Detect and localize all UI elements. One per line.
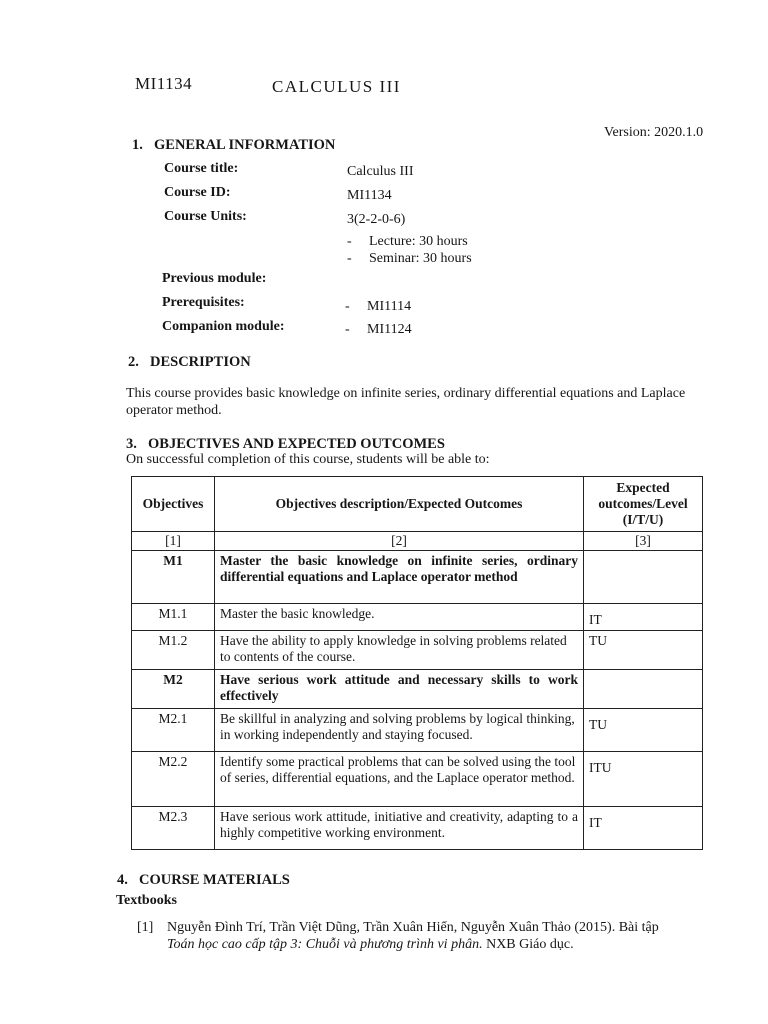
objective-level [584,670,703,709]
objective-desc: Master the basic knowledge on infinite series, ordinary differential equations and Laplace operator method [215,551,584,604]
objective-id: M2 [132,670,215,709]
objective-level [584,551,703,604]
table-row [132,709,703,752]
table-row [132,807,703,850]
reference-title: Toán học cao cấp tập 3: Chuỗi và phương trình vi phân. [167,937,483,952]
prerequisites-label: Prerequisites: [162,295,245,310]
table-row [132,631,703,670]
units-seminar: - Seminar: 30 hours [347,251,472,266]
previous-module-label: Previous module: [162,271,267,286]
section-description-heading: 2. DESCRIPTION [128,354,251,370]
course-units-value: 3(2-2-0-6) [347,212,406,227]
prerequisites-value: - MI1114 [345,299,412,314]
objective-desc: Identify some practical problems that can be solved using the tool of series, differential equations, and the Laplace operator method. [215,752,584,807]
objective-id: M2.1 [132,709,215,752]
table-index-row [132,532,703,551]
description-paragraph: This course provides basic knowledge on infinite series, ordinary differential equations and Laplace operator method. [126,386,686,418]
textbooks-label: Textbooks [116,893,177,908]
objective-desc: Have serious work attitude and necessary skills to work effectively [215,670,584,709]
companion-module-label: Companion module: [162,319,285,334]
companion-module-value: - MI1124 [345,322,412,337]
course-units-label: Course Units: [164,209,247,224]
header-description: Objectives description/Expected Outcomes [215,477,584,532]
objective-level: TU [584,709,703,752]
table-row [132,604,703,631]
objectives-table [131,476,703,850]
section-general-heading: 1. GENERAL INFORMATION [132,137,336,153]
index-cell: [2] [215,532,584,551]
section-materials-heading: 4. COURSE MATERIALS [117,872,290,888]
objectives-intro: On successful completion of this course, students will be able to: [126,452,490,467]
table-row [132,551,703,604]
header-objectives: Objectives [132,477,215,532]
table-row [132,752,703,807]
objective-level: TU [584,631,703,670]
reference-number: [1] [137,920,154,935]
objective-level: IT [584,604,703,631]
objective-desc: Have the ability to apply knowledge in solving problems related to contents of the course. [215,631,584,670]
course-code-header: MI1134 [135,74,193,93]
objective-desc: Have serious work attitude, initiative and creativity, adapting to a highly competitive working environment. [215,807,584,850]
table-header-row [132,477,703,532]
index-cell: [3] [584,532,703,551]
objective-id: M1.2 [132,631,215,670]
objective-desc: Be skillful in analyzing and solving problems by logical thinking, in working independently and staying focused. [215,709,584,752]
objective-level: IT [584,807,703,850]
objective-desc: Master the basic knowledge. [215,604,584,631]
course-title-label: Course title: [164,161,239,176]
table-row [132,670,703,709]
section-objectives-heading: 3. OBJECTIVES AND EXPECTED OUTCOMES [126,436,445,452]
units-lecture: - Lecture: 30 hours [347,234,468,249]
index-cell: [1] [132,532,215,551]
course-id-label: Course ID: [164,185,231,200]
header-level: Expected outcomes/Level (I/T/U) [584,477,703,532]
course-title-value: Calculus III [347,164,414,179]
objective-id: M2.3 [132,807,215,850]
course-id-value: MI1134 [347,188,392,203]
course-title-header: CALCULUS III [272,77,401,96]
reference-text: Nguyễn Đình Trí, Trần Việt Dũng, Trần Xuân Hiển, Nguyễn Xuân Thảo (2015). Bài tập Toán học cao cấp tập 3: Chuỗi và phương trình vi phân. NXB Giáo dục. [167,920,659,952]
objective-level: ITU [584,752,703,807]
objective-id: M1 [132,551,215,604]
version-label: Version: 2020.1.0 [604,125,704,140]
reference-item [137,919,712,953]
objective-id: M1.1 [132,604,215,631]
objective-id: M2.2 [132,752,215,807]
